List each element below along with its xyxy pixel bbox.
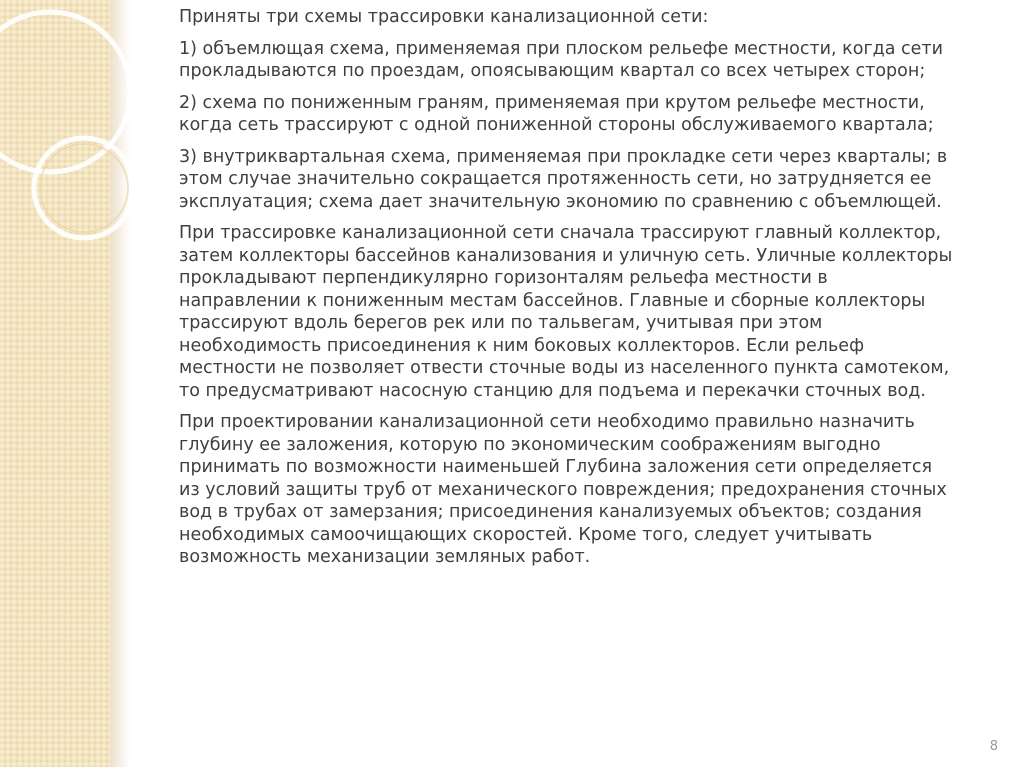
intro-paragraph: Приняты три схемы трассировки канализационной сети:: [179, 7, 709, 27]
small-ring: [34, 138, 134, 238]
slide-body: [179, 6, 999, 578]
decorative-circles: [0, 0, 180, 320]
page-number: 8: [989, 739, 998, 754]
scheme-3-paragraph: 3) внутриквартальная схема, применяемая при прокладке сети через кварталы; в этом случае значительно сокращается протяженность сети, но затрудняется ее эксплуатация; схема дает значительную экономию по сравнению с объемлющей.: [179, 146, 948, 212]
scheme-2-paragraph: 2) схема по пониженным граням, применяемая при крутом рельефе местности, когда сеть трассируют с одной пониженной стороны обслуживаемого квартала;: [179, 92, 934, 135]
tracing-paragraph: При трассировке канализационной сети сначала трассируют главный коллектор, затем коллекторы бассейнов канализования и уличную сеть. Уличные коллекторы прокладывают перпендикулярно горизонталям рельефа местности в направлении к пониженным местам бассейнов. Главные и сборные коллекторы трассируют вдоль берегов рек или по тальвегам, учитывая при этом необходимость присоединения к ним боковых коллекторов. Если рельеф местности не позволяет отвести сточные воды из населенного пункта самотеком, то предусматривают насосную станцию для подъема и перекачки сточных вод.: [179, 223, 953, 401]
thin-ring: [40, 144, 128, 232]
depth-paragraph: При проектировании канализационной сети необходимо правильно назначить глубину ее заложения, которую по экономическим соображениям выгодно принимать по возможности наименьшей Глубина заложения сети определяется из условий защиты труб от механического повреждения; предохранения сточных вод в трубах от замерзания; присоединения канализуемых объектов; создания необходимых самоочищающих скоростей. Кроме того, следует учитывать возможность механизации земляных работ.: [179, 412, 947, 567]
scheme-1-paragraph: 1) объемлющая схема, применяемая при плоском рельефе местности, когда сети прокладываются по проездам, опоясывающим квартал со всех четырех сторон;: [179, 38, 943, 81]
